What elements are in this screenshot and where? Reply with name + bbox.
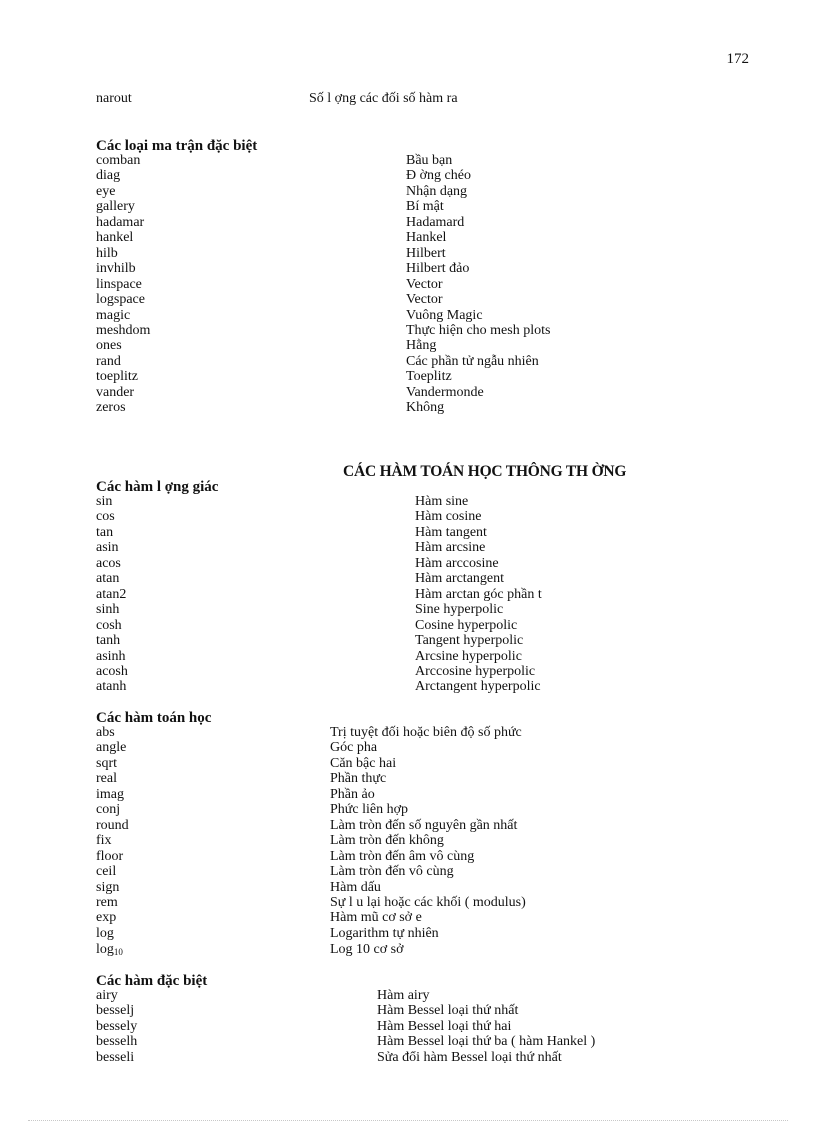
function-name: exp (96, 910, 117, 926)
bottom-divider (28, 1120, 788, 1121)
function-description: Hàm dấu (330, 879, 381, 895)
function-description: Vector (406, 276, 443, 292)
function-name: hilb (96, 245, 118, 261)
function-description: Làm tròn đến âm vô cùng (330, 848, 475, 864)
function-name: comban (96, 153, 141, 168)
function-name: hadamar (96, 214, 145, 230)
function-description: Hilbert (406, 245, 446, 261)
function-description: Hàm arctangent (415, 571, 505, 587)
section-title: CÁC HÀM TOÁN HỌC THÔNG TH ỜNG (343, 463, 627, 480)
function-name: airy (96, 988, 118, 1003)
function-name: ones (96, 338, 122, 354)
function-name: linspace (96, 276, 142, 292)
function-description: Hàm Bessel loại thứ nhất (377, 1003, 519, 1019)
function-name: asinh (96, 648, 126, 664)
function-description: Hàm tangent (415, 524, 487, 540)
function-description: Arctangent hyperpolic (415, 679, 541, 695)
function-description: Hàm airy (377, 988, 430, 1003)
function-name: gallery (96, 199, 135, 215)
function-name: abs (96, 725, 115, 740)
log10-name: $\log_{10}$ (96, 942, 123, 957)
function-name: rem (96, 894, 118, 910)
function-description: Phức liên hợp (330, 802, 408, 818)
function-name: cos (96, 509, 115, 525)
function-name: invhilb (96, 261, 136, 277)
function-name: atan (96, 571, 120, 587)
function-description: Làm tròn đến số nguyên gần nhất (330, 817, 518, 833)
function-description: Bí mật (406, 199, 444, 215)
page-number: 172 (726, 51, 749, 67)
trig-heading: Các hàm l ợng giác (96, 479, 219, 495)
function-name: logspace (96, 292, 145, 308)
function-name: bessely (96, 1018, 138, 1034)
function-description: Sự l u lại hoặc các khối ( modulus) (330, 894, 526, 910)
function-name: cosh (96, 617, 122, 633)
function-name: sign (96, 879, 120, 895)
function-name: conj (96, 802, 121, 818)
function-name: tanh (96, 633, 121, 649)
function-name: acos (96, 555, 121, 571)
function-description: Sine hyperpolic (415, 602, 504, 618)
function-name: sinh (96, 602, 120, 618)
function-description: Tangent hyperpolic (415, 633, 524, 649)
function-description: Căn bậc hai (330, 755, 397, 771)
function-description: Trị tuyệt đối hoặc biên độ số phức (330, 725, 522, 740)
function-description: Hàm sine (415, 494, 469, 509)
function-name: rand (96, 353, 121, 369)
function-description: Arcsine hyperpolic (415, 648, 522, 664)
function-description: Làm tròn đến vô cùng (330, 864, 454, 880)
function-description: Vandermonde (406, 384, 484, 400)
function-name: eye (96, 183, 116, 199)
function-description: Toeplitz (406, 369, 452, 385)
function-name: log (96, 925, 114, 941)
function-description: Bầu bạn (406, 153, 453, 168)
function-name: ceil (96, 864, 117, 880)
function-name: besselh (96, 1034, 138, 1050)
function-description: Hàm arcsine (415, 540, 486, 556)
function-description: Phần thực (330, 771, 387, 787)
function-description: Nhận dạng (406, 183, 468, 199)
function-name: diag (96, 168, 121, 184)
function-description: Arccosine hyperpolic (415, 663, 536, 679)
narout-name: narout (96, 91, 132, 106)
function-description: Hằng (406, 338, 437, 354)
function-description: Hàm mũ cơ sở e (330, 910, 422, 926)
function-name: sin (96, 494, 113, 509)
function-name: round (96, 817, 129, 833)
function-description: Hàm Bessel loại thứ hai (377, 1018, 512, 1034)
function-description: Hàm arctan góc phần t (415, 586, 542, 602)
math-heading: Các hàm toán học (96, 710, 212, 726)
function-name: toeplitz (96, 369, 138, 385)
function-name: real (96, 771, 117, 787)
function-name: tan (96, 524, 114, 540)
function-description: Thực hiện cho mesh plots (406, 322, 551, 338)
function-description: Vector (406, 292, 443, 308)
function-description: Đ ờng chéo (406, 168, 471, 184)
function-name: zeros (96, 400, 126, 416)
log10-desc: Log 10 cơ sở (330, 942, 404, 957)
function-description: Cosine hyperpolic (415, 617, 518, 633)
function-description: Hankel (406, 230, 447, 246)
function-name: imag (96, 786, 124, 802)
function-name: vander (96, 384, 135, 400)
function-description: Các phần tử ngẫu nhiên (406, 353, 539, 369)
function-name: hankel (96, 230, 134, 246)
special-functions-heading: Các hàm đặc biệt (96, 973, 208, 989)
function-description: Hàm cosine (415, 509, 482, 525)
function-description: Sửa đổi hàm Bessel loại thứ nhất (377, 1049, 562, 1065)
function-description: Hilbert đảo (406, 261, 470, 277)
function-description: Vuông Magic (406, 307, 483, 323)
function-name: fix (96, 833, 112, 849)
function-name: besselj (96, 1003, 135, 1019)
function-name: asin (96, 540, 119, 556)
function-name: angle (96, 740, 127, 756)
function-description: Logarithm tự nhiên (330, 925, 439, 941)
narout-desc: Số l ợng các đối số hàm ra (309, 91, 458, 106)
function-description: Hàm Bessel loại thứ ba ( hàm Hankel ) (377, 1034, 596, 1050)
function-name: besseli (96, 1049, 135, 1065)
function-name: magic (96, 307, 131, 323)
function-description: Hadamard (406, 214, 465, 230)
function-description: Không (406, 400, 445, 416)
function-description: Góc pha (330, 740, 378, 756)
function-description: Phần ảo (330, 786, 375, 802)
function-name: atanh (96, 679, 127, 695)
function-name: meshdom (96, 322, 151, 338)
function-description: Hàm arccosine (415, 555, 499, 571)
function-name: acosh (96, 663, 128, 679)
special-matrices-heading: Các loại ma trận đặc biệt (96, 138, 258, 154)
function-name: atan2 (96, 586, 127, 602)
function-name: sqrt (96, 755, 117, 771)
function-description: Làm tròn đến không (330, 833, 444, 849)
function-name: floor (96, 848, 124, 864)
